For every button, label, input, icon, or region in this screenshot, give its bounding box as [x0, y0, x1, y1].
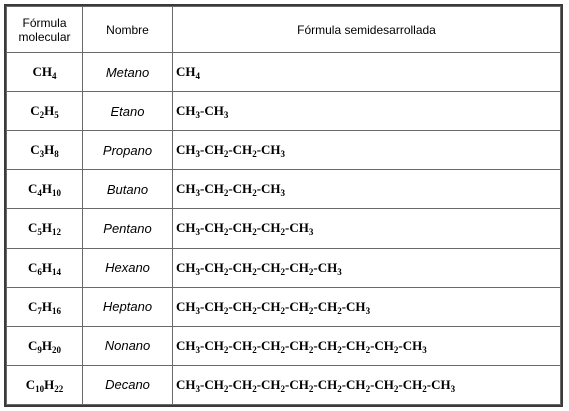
- table-row: [7, 170, 561, 209]
- molecular-formula-cell: $C_3H_8$: [7, 131, 83, 170]
- molecular-formula-cell: $C_5H_{12}$: [7, 209, 83, 248]
- molecular-formula-cell: $C_7H_{16}$: [7, 287, 83, 326]
- molecular-formula-cell: $C_{10}H_{22}$: [7, 365, 83, 404]
- molecular-formula-cell: $C_4H_{10}$: [7, 170, 83, 209]
- table-row: [7, 53, 561, 92]
- header-row: [7, 7, 561, 53]
- table-row: [7, 209, 561, 248]
- semi-developed-formula-cell: $CH_3-CH_2-CH_2-CH_3$: [173, 170, 561, 209]
- table-body: [7, 53, 561, 405]
- molecular-formula-cell: $C_9H_{20}$: [7, 326, 83, 365]
- table-row: [7, 131, 561, 170]
- semi-developed-formula-cell: $CH_3-CH_2-CH_2-CH_2-CH_2-CH_2-CH_2-CH_2-CH_3$: [173, 326, 561, 365]
- compound-name-cell: Etano: [83, 92, 173, 131]
- semi-developed-formula-cell: $CH_3-CH_2-CH_2-CH_2-CH_2-CH_2-CH_2-CH_2-CH_2-CH_3$: [173, 365, 561, 404]
- compound-name-cell: Pentano: [83, 209, 173, 248]
- semi-developed-formula-cell: $CH_3-CH_2-CH_2-CH_2-CH_3$: [173, 209, 561, 248]
- alkanes-table: [6, 6, 561, 405]
- alkanes-table-frame: [4, 4, 563, 407]
- semi-developed-formula-cell: $CH_3-CH_2-CH_2-CH_2-CH_2-CH_2-CH_3$: [173, 287, 561, 326]
- compound-name-cell: Decano: [83, 365, 173, 404]
- table-row: [7, 365, 561, 404]
- semi-developed-formula-cell: $CH_3-CH_2-CH_2-CH_3$: [173, 131, 561, 170]
- table-row: [7, 92, 561, 131]
- compound-name-cell: Butano: [83, 170, 173, 209]
- semi-developed-formula-cell: $CH_4$: [173, 53, 561, 92]
- header-molecular-formula: Fórmula molecular: [7, 7, 83, 53]
- molecular-formula-cell: $C_2H_5$: [7, 92, 83, 131]
- compound-name-cell: Hexano: [83, 248, 173, 287]
- compound-name-cell: Nonano: [83, 326, 173, 365]
- compound-name-cell: Propano: [83, 131, 173, 170]
- semi-developed-formula-cell: $CH_3-CH_3$: [173, 92, 561, 131]
- table-row: [7, 248, 561, 287]
- header-name: Nombre: [83, 7, 173, 53]
- table-row: [7, 287, 561, 326]
- molecular-formula-cell: $CH_4$: [7, 53, 83, 92]
- molecular-formula-cell: $C_6H_{14}$: [7, 248, 83, 287]
- compound-name-cell: Metano: [83, 53, 173, 92]
- compound-name-cell: Heptano: [83, 287, 173, 326]
- header-semi-developed-formula: Fórmula semidesarrollada: [173, 7, 561, 53]
- semi-developed-formula-cell: $CH_3-CH_2-CH_2-CH_2-CH_2-CH_3$: [173, 248, 561, 287]
- table-row: [7, 326, 561, 365]
